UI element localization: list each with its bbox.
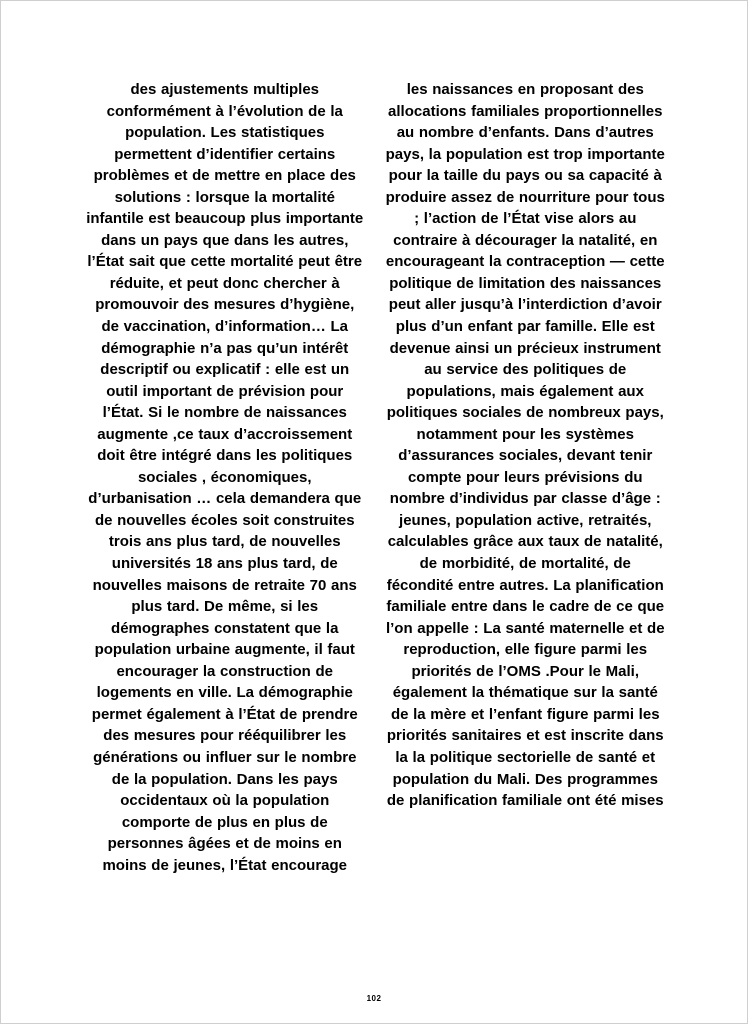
two-column-text-block [1,1,747,876]
text-column-left: des ajustements multiples conformément à l’évolution de la population. Les statistiques permettent d’identifier certains problèmes et de mettre en place des solutions : lorsque la mortalité infantile est beaucoup plus importante dans un pays que dans les autres, l’État sait que cette mortalité peut être réduite, et peut donc chercher à promouvoir des mesures d’hygiène, de vaccination, d’information… La démographie n’a pas qu’un intérêt descriptif ou explicatif : elle est un outil important de prévision pour l’État. Si le nombre de naissances augmente ,ce taux d’accroissement doit être intégré dans les politiques sociales , économiques, d’urbanisation … cela demandera que de nouvelles écoles soit construites trois ans plus tard, de nouvelles universités 18 ans plus tard, de nouvelles maisons de retraite 70 ans plus tard. De même, si les démographes constatent que la population urbaine augmente, il faut encourager la construction de logements en ville. La démographie permet également à l’État de prendre des mesures pour rééquilibrer les générations ou influer sur le nombre de la population. Dans les pays occidentaux où la population comporte de plus en plus de personnes âgées et de moins en moins de jeunes, l’État encourage [86,81,364,874]
text-column-right: les naissances en proposant des allocations familiales proportionnelles au nombre d’enfants. Dans d’autres pays, la population est trop importante pour la taille du pays ou sa capacité à produire assez de nourriture pour tous ; l’action de l’État vise alors au contraire à décourager la natalité, en encourageant la contraception — cette politique de limitation des naissances peut aller jusqu’à l’interdiction d’avoir plus d’un enfant par famille. Elle est devenue ainsi un précieux instrument au service des politiques de populations, mais également aux politiques sociales de nombreux pays, notamment pour les systèmes d’assurances sociales, devant tenir compte pour leurs prévisions du nombre d’individus par classe d’âge : jeunes, population active, retraités, calculables grâce aux taux de natalité, de morbidité, de mortalité, de fécondité entre autres. La planification familiale entre dans le cadre de ce que l’on appelle : La santé maternelle et de reproduction, elle figure parmi les priorités de l’OMS .Pour le Mali, également la thématique sur la santé de la mère et l’enfant figure parmi les priorités sanitaires et est inscrite dans la la politique sectorielle de santé et population du Mali. Des programmes de planification familiale ont été mises [385,81,665,810]
page-number: 102 [366,994,382,1003]
